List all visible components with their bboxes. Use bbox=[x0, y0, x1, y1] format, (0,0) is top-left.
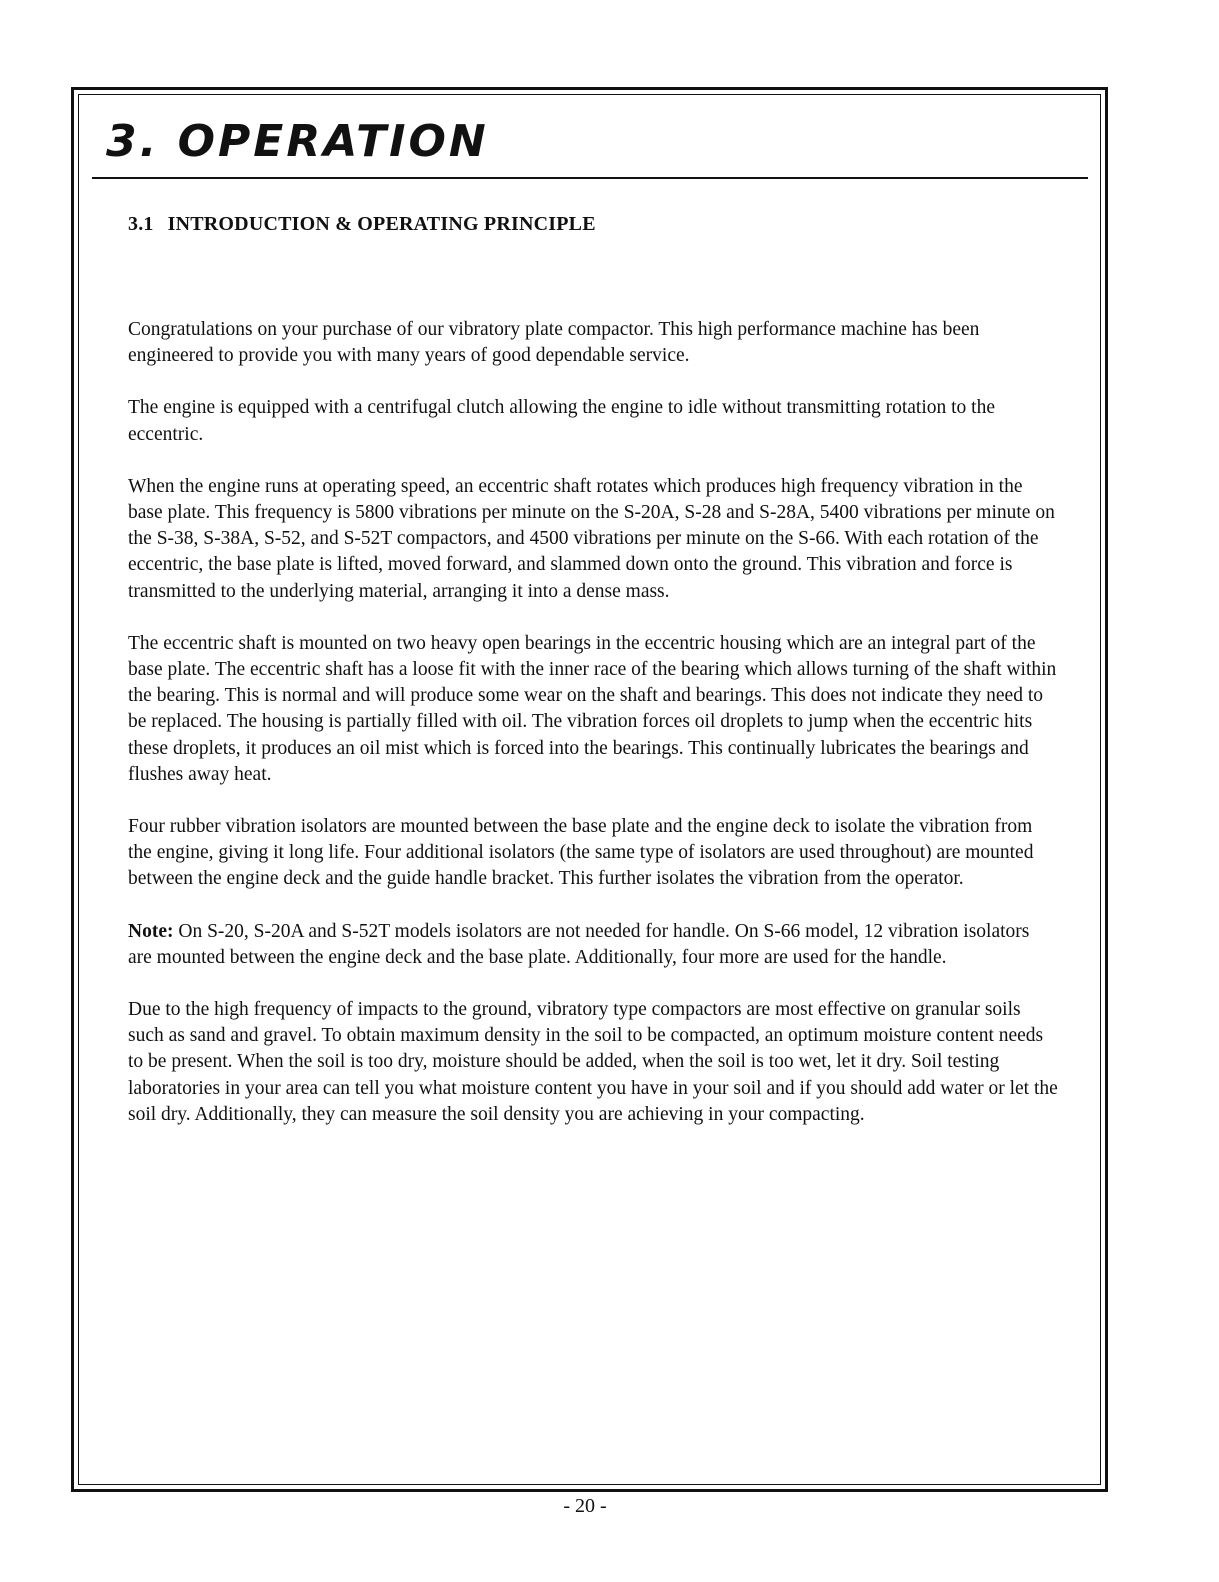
note-paragraph bbox=[128, 919, 1058, 971]
note-label: Note: bbox=[128, 920, 174, 942]
section-heading bbox=[128, 210, 596, 238]
paragraph-intro: Congratulations on your purchase of our vibratory plate compactor. This high performance machine has been engineered to provide you with many years of good dependable service. bbox=[128, 319, 980, 367]
paragraph-clutch: The engine is equipped with a centrifugal clutch allowing the engine to idle without transmitting rotation to the eccentric. bbox=[128, 397, 995, 445]
page-number: - 20 - bbox=[563, 1495, 607, 1517]
chapter-title: 3. OPERATION bbox=[106, 116, 489, 167]
section-title: INTRODUCTION & OPERATING PRINCIPLE bbox=[167, 213, 596, 235]
paragraph-soil: Due to the high frequency of impacts to the ground, vibratory type compactors are most effective on granular soils such as sand and gravel. To obtain maximum density in the soil to be compacted, an optimum moisture content needs to be present. When the soil is too dry, moisture should be added, when the soil is too wet, let it dry. Soil testing laboratories in your area can tell you what moisture content you have in your soil and if you should add water or let the soil dry. Additionally, they can measure the soil density you are achieving in your compacting. bbox=[128, 999, 1058, 1125]
page-inner-border bbox=[78, 94, 1101, 1485]
body-text bbox=[128, 317, 1058, 1154]
section-number: 3.1 bbox=[128, 213, 154, 235]
note-text: On S-20, S-20A and S-52T models isolators are not needed for handle. On S-66 model, 12 vibration isolators are mounted between the engine deck and the base plate. Additionally, four more are used for the handle. bbox=[128, 920, 1030, 968]
paragraph-isolators: Four rubber vibration isolators are mounted between the base plate and the engine deck to isolate the vibration from the engine, giving it long life. Four additional isolators (the same type of isolators are used throughout) are mounted between the engine deck and the guide handle bracket. This further isolates the vibration from the operator. bbox=[128, 816, 1034, 890]
paragraph-eccentric-shaft: The eccentric shaft is mounted on two heavy open bearings in the eccentric housing which are an integral part of the base plate. The eccentric shaft has a loose fit with the inner race of the bearing which allows turning of the shaft within the bearing. This is normal and will produce some wear on the shaft and bearings. This does not indicate they need to be replaced. The housing is partially filled with oil. The vibration forces oil droplets to jump when the eccentric hits these droplets, it produces an oil mist which is forced into the bearings. This continually lubricates the bearings and flushes away heat. bbox=[128, 632, 1057, 785]
paragraph-vibration-frequency: When the engine runs at operating speed, an eccentric shaft rotates which produces high frequency vibration in the base plate. This frequency is 5800 vibrations per minute on the S-20A, S-28 and S-28A, 5400 vibrations per minute on the S-38, S-38A, S-52, and S-52T compactors, and 4500 vibrations per minute on the S-66. With each rotation of the eccentric, the base plate is lifted, moved forward, and slammed down onto the ground. This vibration and force is transmitted to the underlying material, arranging it into a dense mass. bbox=[128, 475, 1055, 602]
title-divider bbox=[92, 177, 1088, 179]
page-border bbox=[71, 87, 1108, 1492]
